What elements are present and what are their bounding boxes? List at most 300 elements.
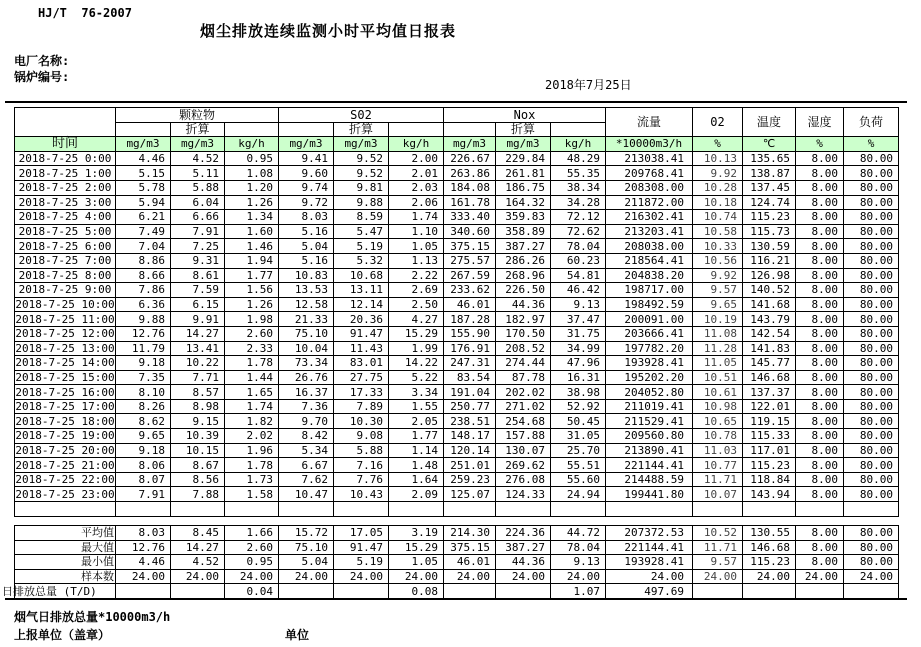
table-row — [15, 458, 899, 473]
so2-unit: mg/m3 — [279, 137, 334, 152]
value-cell: 5.19 — [334, 555, 389, 570]
value-cell: 7.76 — [334, 472, 389, 487]
value-cell — [389, 502, 444, 517]
value-cell: 75.10 — [279, 326, 334, 341]
table-row — [15, 239, 899, 254]
value-cell: 8.00 — [796, 151, 844, 166]
value-cell: 55.60 — [551, 472, 606, 487]
value-cell: 124.33 — [496, 487, 551, 502]
value-cell: 80.00 — [844, 195, 899, 210]
value-cell: 16.31 — [551, 370, 606, 385]
value-cell: 1.46 — [225, 239, 279, 254]
value-cell: 1.14 — [389, 443, 444, 458]
value-cell: 1.94 — [225, 253, 279, 268]
load-unit: % — [844, 137, 899, 152]
value-cell: 80.00 — [844, 526, 899, 541]
value-cell: 24.00 — [171, 569, 225, 584]
value-cell: 200091.00 — [606, 312, 693, 327]
value-cell: 72.12 — [551, 210, 606, 225]
value-cell: 6.66 — [171, 210, 225, 225]
value-cell: 50.45 — [551, 414, 606, 429]
value-cell: 2.09 — [389, 487, 444, 502]
temp-header: 温度 — [743, 108, 796, 137]
value-cell: 8.00 — [796, 399, 844, 414]
value-cell: 24.00 — [693, 569, 743, 584]
time-header-blank — [15, 108, 116, 137]
value-cell: 1.26 — [225, 195, 279, 210]
value-cell: 8.00 — [796, 326, 844, 341]
value-cell: 9.65 — [116, 429, 171, 444]
value-cell: 1.60 — [225, 224, 279, 239]
value-cell: 91.47 — [334, 540, 389, 555]
value-cell: 0.04 — [225, 584, 279, 599]
value-cell: 80.00 — [844, 356, 899, 371]
value-cell: 8.67 — [171, 458, 225, 473]
value-cell: 1.05 — [389, 239, 444, 254]
value-cell: 9.88 — [334, 195, 389, 210]
value-cell: 117.01 — [743, 443, 796, 458]
value-cell — [279, 502, 334, 517]
value-cell: 24.00 — [444, 569, 496, 584]
summary-row-label: 最小值 — [15, 555, 116, 570]
table-row-label: 2018-7-25 1:00 — [15, 166, 116, 181]
value-cell — [279, 584, 334, 599]
value-cell: 1.64 — [389, 472, 444, 487]
value-cell — [334, 502, 389, 517]
value-cell: 15.72 — [279, 526, 334, 541]
value-cell: 115.33 — [743, 429, 796, 444]
table-row — [15, 326, 899, 341]
value-cell: 80.00 — [844, 239, 899, 254]
value-cell: 141.68 — [743, 297, 796, 312]
value-cell: 1.05 — [389, 555, 444, 570]
value-cell: 137.45 — [743, 180, 796, 195]
value-cell: 271.02 — [496, 399, 551, 414]
value-cell: 130.55 — [743, 526, 796, 541]
value-cell: 209560.80 — [606, 429, 693, 444]
value-cell: 34.28 — [551, 195, 606, 210]
value-cell: 1.10 — [389, 224, 444, 239]
value-cell: 186.75 — [496, 180, 551, 195]
value-cell: 11.71 — [693, 472, 743, 487]
value-cell: 80.00 — [844, 399, 899, 414]
value-cell: 5.47 — [334, 224, 389, 239]
table-row — [15, 443, 899, 458]
value-cell: 9.52 — [334, 151, 389, 166]
value-cell: 208038.00 — [606, 239, 693, 254]
value-cell: 24.00 — [334, 569, 389, 584]
value-cell: 221144.41 — [606, 540, 693, 555]
value-cell: 8.00 — [796, 195, 844, 210]
value-cell: 9.31 — [171, 253, 225, 268]
value-cell: 8.00 — [796, 472, 844, 487]
summary-row-label: 样本数 — [15, 569, 116, 584]
value-cell: 5.88 — [171, 180, 225, 195]
value-cell: 73.34 — [279, 356, 334, 371]
table-row — [15, 399, 899, 414]
value-cell: 4.46 — [116, 151, 171, 166]
value-cell: 259.23 — [444, 472, 496, 487]
value-cell: 6.67 — [279, 458, 334, 473]
value-cell: 8.59 — [334, 210, 389, 225]
value-cell — [796, 584, 844, 599]
value-cell: 60.23 — [551, 253, 606, 268]
table-row-label: 2018-7-25 23:00 — [15, 487, 115, 501]
value-cell: 9.88 — [116, 312, 171, 327]
table-row — [15, 253, 899, 268]
table-row — [15, 297, 899, 312]
value-cell: 27.75 — [334, 370, 389, 385]
value-cell: 9.41 — [279, 151, 334, 166]
boiler-number-label: 锅炉编号: — [14, 70, 70, 84]
value-cell: 138.87 — [743, 166, 796, 181]
value-cell: 1.55 — [389, 399, 444, 414]
value-cell: 8.98 — [171, 399, 225, 414]
value-cell: 115.23 — [743, 555, 796, 570]
value-cell: 91.47 — [334, 326, 389, 341]
value-cell: 10.39 — [171, 429, 225, 444]
blank-row-label — [15, 502, 116, 517]
value-cell: 83.54 — [444, 370, 496, 385]
value-cell: 497.69 — [606, 584, 693, 599]
value-cell: 1.78 — [225, 356, 279, 371]
value-cell: 1.56 — [225, 283, 279, 298]
value-cell: 46.01 — [444, 297, 496, 312]
summary-row-label: 平均值 — [15, 526, 116, 541]
value-cell: 216302.41 — [606, 210, 693, 225]
value-cell — [551, 502, 606, 517]
value-cell: 8.00 — [796, 487, 844, 502]
so2-kgh-unit: kg/h — [389, 137, 444, 152]
summary-table — [2, 525, 899, 599]
value-cell: 193928.41 — [606, 555, 693, 570]
value-cell: 4.52 — [171, 151, 225, 166]
value-cell: 15.29 — [389, 540, 444, 555]
value-cell: 143.94 — [743, 487, 796, 502]
value-cell: 80.00 — [844, 487, 899, 502]
value-cell: 14.22 — [389, 356, 444, 371]
value-cell: 1.65 — [225, 385, 279, 400]
value-cell: 387.27 — [496, 540, 551, 555]
value-cell: 24.00 — [606, 569, 693, 584]
value-cell: 1.82 — [225, 414, 279, 429]
value-cell: 24.00 — [116, 569, 171, 584]
value-cell: 218564.41 — [606, 253, 693, 268]
value-cell: 80.00 — [844, 268, 899, 283]
value-cell: 187.28 — [444, 312, 496, 327]
value-cell: 34.99 — [551, 341, 606, 356]
value-cell: 78.04 — [551, 540, 606, 555]
value-cell: 14.27 — [171, 540, 225, 555]
value-cell: 2.00 — [389, 151, 444, 166]
table-row-label: 2018-7-25 6:00 — [15, 239, 116, 254]
value-cell: 13.11 — [334, 283, 389, 298]
value-cell: 12.14 — [334, 297, 389, 312]
value-cell: 7.91 — [171, 224, 225, 239]
value-cell: 1.98 — [225, 312, 279, 327]
table-row — [15, 224, 899, 239]
value-cell: 54.81 — [551, 268, 606, 283]
value-cell: 276.08 — [496, 472, 551, 487]
table-row-label: 2018-7-25 19:00 — [15, 429, 115, 443]
value-cell: 208.52 — [496, 341, 551, 356]
value-cell: 2.33 — [225, 341, 279, 356]
value-cell: 115.73 — [743, 224, 796, 239]
value-cell: 7.04 — [116, 239, 171, 254]
value-cell: 75.10 — [279, 540, 334, 555]
value-cell: 7.49 — [116, 224, 171, 239]
table-row-label: 2018-7-25 22:00 — [15, 473, 115, 487]
table-row-label: 2018-7-25 18:00 — [15, 414, 115, 428]
value-cell: 9.08 — [334, 429, 389, 444]
value-cell: 80.00 — [844, 180, 899, 195]
value-cell: 80.00 — [844, 540, 899, 555]
table-row-label: 2018-7-25 4:00 — [15, 210, 116, 225]
value-cell — [116, 502, 171, 517]
value-cell: 9.18 — [116, 443, 171, 458]
value-cell: 9.91 — [171, 312, 225, 327]
value-cell: 8.56 — [171, 472, 225, 487]
blank-row — [15, 502, 899, 517]
value-cell: 164.32 — [496, 195, 551, 210]
value-cell: 8.00 — [796, 224, 844, 239]
value-cell: 24.00 — [844, 569, 899, 584]
value-cell: 80.00 — [844, 326, 899, 341]
value-cell: 8.57 — [171, 385, 225, 400]
value-cell: 119.15 — [743, 414, 796, 429]
value-cell: 1.20 — [225, 180, 279, 195]
value-cell: 9.81 — [334, 180, 389, 195]
value-cell: 78.04 — [551, 239, 606, 254]
value-cell: 247.31 — [444, 356, 496, 371]
table-row-label: 2018-7-25 2:00 — [15, 180, 116, 195]
summary-row — [15, 540, 899, 555]
nox-group-header: Nox — [444, 108, 606, 123]
value-cell: 26.76 — [279, 370, 334, 385]
value-cell: 24.00 — [796, 569, 844, 584]
value-cell: 9.72 — [279, 195, 334, 210]
value-cell: 130.07 — [496, 443, 551, 458]
value-cell: 286.26 — [496, 253, 551, 268]
value-cell: 8.00 — [796, 385, 844, 400]
value-cell: 44.36 — [496, 297, 551, 312]
value-cell: 1.78 — [225, 458, 279, 473]
value-cell: 7.25 — [171, 239, 225, 254]
pm-conv-unit: mg/m3 — [171, 137, 225, 152]
value-cell: 80.00 — [844, 443, 899, 458]
summary-row-label: 最大值 — [15, 540, 116, 555]
value-cell: 115.23 — [743, 210, 796, 225]
value-cell: 8.66 — [116, 268, 171, 283]
value-cell: 269.62 — [496, 458, 551, 473]
value-cell: 8.03 — [116, 526, 171, 541]
value-cell: 16.37 — [279, 385, 334, 400]
value-cell: 3.34 — [389, 385, 444, 400]
value-cell: 202.02 — [496, 385, 551, 400]
value-cell: 9.92 — [693, 268, 743, 283]
value-cell: 8.06 — [116, 458, 171, 473]
value-cell — [444, 584, 496, 599]
value-cell: 8.00 — [796, 210, 844, 225]
value-cell — [606, 502, 693, 517]
value-cell: 7.91 — [116, 487, 171, 502]
value-cell: 10.13 — [693, 151, 743, 166]
value-cell: 2.60 — [225, 326, 279, 341]
value-cell: 55.51 — [551, 458, 606, 473]
value-cell: 145.77 — [743, 356, 796, 371]
value-cell: 1.44 — [225, 370, 279, 385]
table-row-label: 2018-7-25 11:00 — [15, 312, 115, 326]
value-cell — [496, 584, 551, 599]
humidity-unit: % — [796, 137, 844, 152]
value-cell: 47.96 — [551, 356, 606, 371]
table-row — [15, 195, 899, 210]
value-cell: 80.00 — [844, 414, 899, 429]
value-cell — [116, 584, 171, 599]
value-cell: 8.00 — [796, 180, 844, 195]
value-cell: 8.42 — [279, 429, 334, 444]
value-cell: 9.57 — [693, 283, 743, 298]
value-cell — [743, 502, 796, 517]
value-cell: 12.58 — [279, 297, 334, 312]
table-row-label: 2018-7-25 10:00 — [15, 298, 115, 312]
value-cell: 6.36 — [116, 297, 171, 312]
value-cell: 10.28 — [693, 180, 743, 195]
value-cell: 48.29 — [551, 151, 606, 166]
value-cell — [693, 584, 743, 599]
table-row — [15, 370, 899, 385]
value-cell: 214488.59 — [606, 472, 693, 487]
value-cell: 1.26 — [225, 297, 279, 312]
value-cell: 1.48 — [389, 458, 444, 473]
value-cell: 122.01 — [743, 399, 796, 414]
value-cell: 9.52 — [334, 166, 389, 181]
value-cell: 10.98 — [693, 399, 743, 414]
table-row — [15, 268, 899, 283]
value-cell: 8.00 — [796, 283, 844, 298]
value-cell: 1.77 — [389, 429, 444, 444]
value-cell — [334, 584, 389, 599]
table-row-label: 2018-7-25 12:00 — [15, 327, 115, 341]
report-title: 烟尘排放连续监测小时平均值日报表 — [200, 22, 457, 40]
pm-unit: mg/m3 — [116, 137, 171, 152]
value-cell: 2.06 — [389, 195, 444, 210]
value-cell: 8.00 — [796, 540, 844, 555]
value-cell: 5.11 — [171, 166, 225, 181]
value-cell: 226.50 — [496, 283, 551, 298]
table-row — [15, 341, 899, 356]
value-cell: 8.26 — [116, 399, 171, 414]
value-cell: 10.07 — [693, 487, 743, 502]
value-cell: 10.61 — [693, 385, 743, 400]
summary-row — [15, 526, 899, 541]
table-row — [15, 356, 899, 371]
value-cell: 8.00 — [796, 443, 844, 458]
value-cell: 274.44 — [496, 356, 551, 371]
value-cell: 261.81 — [496, 166, 551, 181]
value-cell: 5.04 — [279, 555, 334, 570]
value-cell: 10.43 — [334, 487, 389, 502]
summary-row — [15, 569, 899, 584]
value-cell: 37.47 — [551, 312, 606, 327]
value-cell: 5.15 — [116, 166, 171, 181]
value-cell: 3.19 — [389, 526, 444, 541]
value-cell: 214.30 — [444, 526, 496, 541]
value-cell: 80.00 — [844, 429, 899, 444]
value-cell: 375.15 — [444, 239, 496, 254]
value-cell — [171, 584, 225, 599]
value-cell: 238.51 — [444, 414, 496, 429]
value-cell: 24.00 — [279, 569, 334, 584]
value-cell: 12.76 — [116, 540, 171, 555]
value-cell — [844, 502, 899, 517]
value-cell: 11.05 — [693, 356, 743, 371]
value-cell: 250.77 — [444, 399, 496, 414]
value-cell: 213038.41 — [606, 151, 693, 166]
value-cell: 7.88 — [171, 487, 225, 502]
value-cell: 195202.20 — [606, 370, 693, 385]
value-cell: 10.18 — [693, 195, 743, 210]
value-cell: 9.70 — [279, 414, 334, 429]
value-cell: 359.83 — [496, 210, 551, 225]
value-cell: 8.00 — [796, 239, 844, 254]
table-row — [15, 180, 899, 195]
value-cell: 11.43 — [334, 341, 389, 356]
pm-group-header: 颗粒物 — [116, 108, 279, 123]
value-cell: 170.50 — [496, 326, 551, 341]
value-cell: 8.00 — [796, 312, 844, 327]
flow-unit: *10000m3/h — [606, 137, 693, 152]
blank-cell — [444, 122, 496, 137]
value-cell: 8.03 — [279, 210, 334, 225]
value-cell: 52.92 — [551, 399, 606, 414]
value-cell: 80.00 — [844, 166, 899, 181]
value-cell: 209768.41 — [606, 166, 693, 181]
value-cell — [444, 502, 496, 517]
value-cell: 4.46 — [116, 555, 171, 570]
blank-cell — [551, 122, 606, 137]
value-cell: 10.30 — [334, 414, 389, 429]
blank-cell — [279, 122, 334, 137]
value-cell: 87.78 — [496, 370, 551, 385]
value-cell — [496, 502, 551, 517]
value-cell: 116.21 — [743, 253, 796, 268]
value-cell: 141.83 — [743, 341, 796, 356]
table-row-label: 2018-7-25 9:00 — [15, 283, 116, 298]
value-cell: 5.22 — [389, 370, 444, 385]
value-cell: 80.00 — [844, 370, 899, 385]
value-cell: 8.00 — [796, 414, 844, 429]
value-cell: 140.52 — [743, 283, 796, 298]
table-row-label: 2018-7-25 16:00 — [15, 385, 115, 399]
value-cell: 5.16 — [279, 224, 334, 239]
value-cell: 7.89 — [334, 399, 389, 414]
value-cell: 213890.41 — [606, 443, 693, 458]
value-cell: 1.74 — [389, 210, 444, 225]
value-cell: 155.90 — [444, 326, 496, 341]
value-cell: 24.00 — [225, 569, 279, 584]
value-cell: 10.19 — [693, 312, 743, 327]
value-cell: 9.60 — [279, 166, 334, 181]
value-cell: 226.67 — [444, 151, 496, 166]
nox-conv-unit: mg/m3 — [496, 137, 551, 152]
table-row-label: 2018-7-25 20:00 — [15, 443, 115, 457]
value-cell: 9.13 — [551, 297, 606, 312]
value-cell: 20.36 — [334, 312, 389, 327]
value-cell: 10.22 — [171, 356, 225, 371]
value-cell: 10.56 — [693, 253, 743, 268]
value-cell: 130.59 — [743, 239, 796, 254]
